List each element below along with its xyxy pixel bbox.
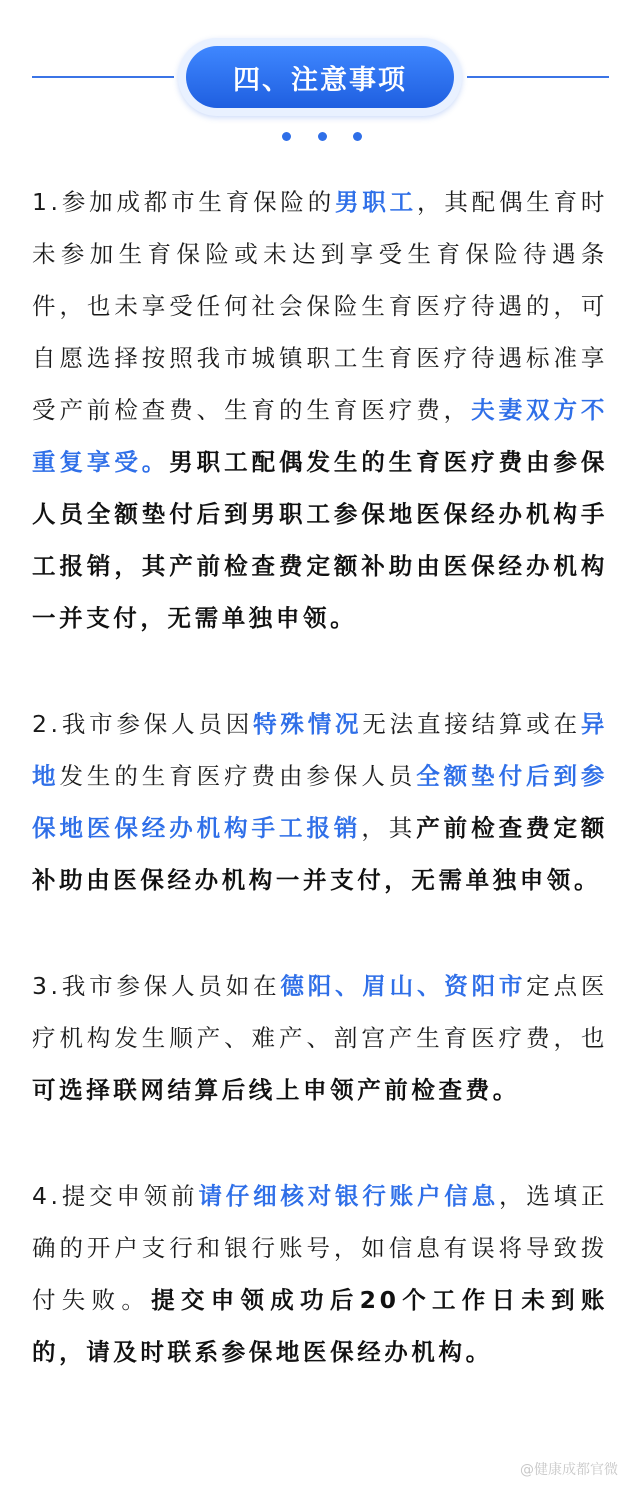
note-text: ，选填正确的开户支行和银行账号，如信息有误将导致拨付失败。: [32, 1182, 608, 1314]
note-text: 2.我市参保人员因: [32, 710, 254, 738]
section-title: 四、注意事项: [186, 46, 454, 108]
note-highlight: 全额垫付后到参保地医保经办机构手工报销: [32, 762, 608, 842]
note-highlight: 德阳、眉山、资阳市: [280, 972, 527, 1000]
notes-content: [32, 176, 608, 1378]
note-highlight: 异地: [32, 710, 608, 790]
note-highlight: 夫妻双方不重复享受。: [32, 396, 609, 476]
note-item-3: [32, 960, 608, 1116]
note-emphasis: 产前检查费定额补助由医保经办机构一并支付，无需单独申领。: [32, 814, 609, 894]
note-highlight: 特殊情况: [253, 710, 363, 738]
header-divider-left: [32, 76, 174, 78]
dot-icon: [353, 132, 362, 141]
header-divider-right: [467, 76, 609, 78]
watermark: @健康成都官微: [520, 1462, 618, 1478]
note-text: 无法直接结算或在: [362, 710, 581, 738]
note-text: 1.参加成都市生育保险的: [32, 188, 336, 216]
note-emphasis: 提交申领成功后20个工作日未到账的，请及时联系参保地医保经办机构。: [32, 1286, 608, 1366]
note-item-2: [32, 698, 608, 906]
note-text: 4.提交申领前: [32, 1182, 199, 1210]
note-text: ，其: [361, 814, 417, 842]
note-highlight: 请仔细核对银行账户信息: [198, 1182, 499, 1210]
note-text: 3.我市参保人员如在: [32, 972, 281, 1000]
note-emphasis: 男职工配偶发生的生育医疗费由参保人员全额垫付后到男职工参保地医保经办机构手工报销，其产前检查费定额补助由医保经办机构一并支付，无需单独申领。: [32, 448, 609, 632]
note-emphasis: 可选择联网结算后线上申领产前检查费。: [32, 1076, 520, 1104]
note-text: 定点医疗机构发生顺产、难产、剖宫产生育医疗费，也: [32, 972, 609, 1052]
decorative-dots: [282, 132, 362, 144]
dot-icon: [282, 132, 291, 141]
note-text: ，其配偶生育时未参加生育保险或未达到享受生育保险待遇条件，也未享受任何社会保险生育医疗待遇的，可自愿选择按照我市城镇职工生育医疗待遇标准享受产前检查费、生育的生育医疗费，: [32, 188, 609, 424]
note-highlight: 男职工: [335, 188, 417, 216]
section-header: [0, 0, 640, 150]
note-item-1: [32, 176, 608, 644]
note-item-4: [32, 1170, 608, 1378]
dot-icon: [318, 132, 327, 141]
note-text: 发生的生育医疗费由参保人员: [59, 762, 417, 790]
